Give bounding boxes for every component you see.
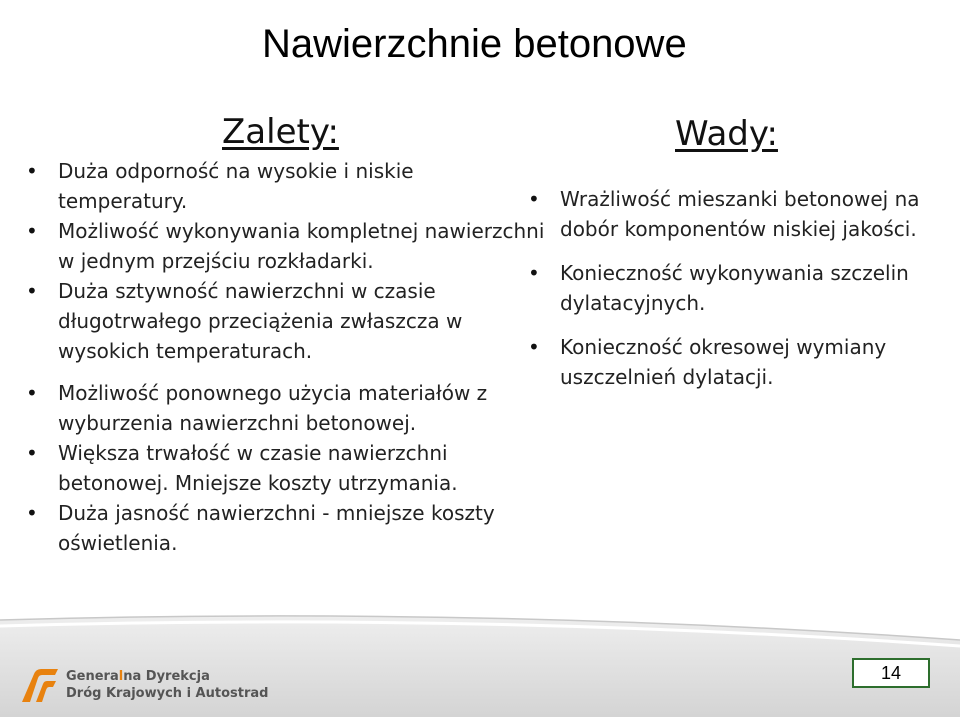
- list-item: • Wrażliwość mieszanki betonowej na dobór komponentów niskiej jakości.: [528, 184, 948, 244]
- footer-org-line-1: Generalna Dyrekcja: [66, 669, 210, 684]
- page-number: 14: [852, 658, 930, 688]
- list-item: • Możliwość wykonywania kompletnej nawierzchni w jednym przejściu rozkładarki.: [26, 216, 546, 276]
- list-item: • Duża jasność nawierzchni - mniejsze koszty oświetlenia.: [26, 498, 546, 558]
- list-item: • Konieczność okresowej wymiany uszczelnień dylatacji.: [528, 332, 948, 392]
- list-item: • Duża odporność na wysokie i niskie temperatury.: [26, 156, 546, 216]
- advantages-list: [26, 156, 546, 558]
- footer-organization: [66, 668, 268, 702]
- disadvantages-heading: Wady:: [675, 114, 778, 154]
- list-item: • Większa trwałość w czasie nawierzchni betonowej. Mniejsze koszty utrzymania.: [26, 438, 546, 498]
- list-item: • Możliwość ponownego użycia materiałów z wyburzenia nawierzchni betonowej.: [26, 378, 546, 438]
- advantages-heading: Zalety:: [222, 112, 339, 152]
- page-title: Nawierzchnie betonowe: [262, 22, 687, 66]
- footer-org-line-2: Dróg Krajowych i Autostrad: [66, 686, 269, 701]
- gddkia-logo-icon: [20, 668, 60, 702]
- list-item: • Duża sztywność nawierzchni w czasie długotrwałego przeciążenia zwłaszcza w wysokich temperaturach.: [26, 276, 546, 366]
- list-item: • Konieczność wykonywania szczelin dylatacyjnych.: [528, 258, 948, 318]
- disadvantages-list: [528, 184, 948, 392]
